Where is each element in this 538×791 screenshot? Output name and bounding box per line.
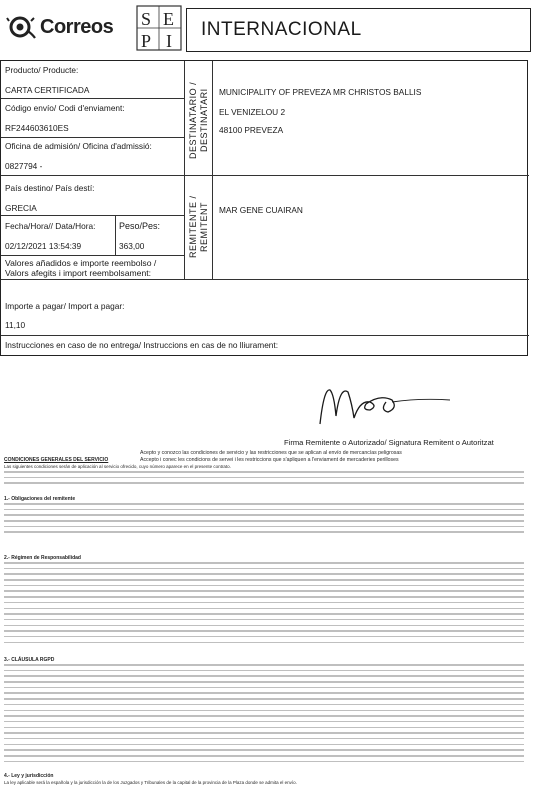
divider [1, 137, 184, 138]
column-divider [184, 61, 185, 279]
country-label: País destino/ País destí: [5, 183, 95, 193]
acceptance-line-ca: Accepto i conec les condicions de servei i les restriccions que s'apliquen a l'enviament de mercaderies perilloses [140, 457, 399, 463]
divider [1, 279, 529, 280]
sepi-letter-s: S [141, 9, 152, 29]
product-label: Producto/ Producte: [5, 65, 79, 75]
terms-text-block [4, 562, 524, 647]
added-values-label: Valores añadidos e importe reembolso / Valors afegits i import reembolsament: [5, 258, 157, 278]
signature-caption: Firma Remitente o Autorizado/ Signatura Remitent o Autoritzat [284, 438, 494, 447]
amount-value: 11,10 [5, 320, 26, 330]
shipment-form [0, 60, 528, 356]
handwritten-signature [300, 380, 500, 430]
terms-text-block [4, 503, 524, 537]
datetime-label: Fecha/Hora// Data/Hora: [5, 221, 96, 231]
posthorn-icon [6, 15, 36, 39]
terms-text-block [4, 664, 524, 766]
divider [1, 215, 184, 216]
jurisdiction-heading: 4.- Ley y jurisdicción [4, 773, 54, 779]
shipment-code-value: RF244603610ES [5, 123, 69, 133]
divider [115, 215, 116, 255]
brand-name: Correos [40, 15, 114, 38]
column-divider [212, 61, 213, 279]
recipient-line: EL VENIZELOU 2 [219, 107, 286, 117]
recipient-line: 48100 PREVEZA [219, 125, 284, 135]
terms-text-block [4, 471, 524, 488]
acceptance-line-es: Acepto y conozco las condiciones de servicio y las restricciones que se aplican al envío de mercancías peligrosas [140, 450, 402, 456]
terms-intro: Las siguientes condiciones serán de aplicación al servicio ofrecido, cuyo número aparece en el presente contrato. [4, 464, 231, 469]
country-value: GRECIA [5, 203, 37, 213]
sepi-letter-e: E [163, 9, 174, 29]
recipient-side-label: DESTINATARIO / DESTINATARI [188, 81, 209, 159]
jurisdiction-text: La ley aplicable será la española y la jurisdicción la de los Juzgados y Tribunales de la capital de la provincia de la Plaza donde se admita el envío. [4, 780, 297, 785]
divider [1, 255, 184, 256]
sender-side-label: REMITENTE / REMITENT [188, 195, 209, 259]
sepi-letter-p: P [141, 31, 152, 51]
instructions-label: Instrucciones en caso de no entrega/ Instruccions en cas de no lliurament: [5, 340, 279, 350]
sender-obligations-heading: 1.- Obligaciones del remitente [4, 496, 76, 502]
divider [1, 98, 184, 99]
page-header [0, 0, 538, 60]
amount-label: Importe a pagar/ Import a pagar: [5, 301, 125, 311]
datetime-value: 02/12/2021 13:54:39 [5, 241, 82, 251]
office-value: 0827794 - [5, 161, 43, 171]
weight-value: 363,00 [119, 241, 145, 251]
service-title: INTERNACIONAL [186, 8, 531, 52]
gdpr-heading: 3.- CLÁUSULA RGPD [4, 657, 55, 663]
divider [1, 175, 529, 176]
product-value: CARTA CERTIFICADA [5, 85, 90, 95]
sender-name: MAR GENE CUAIRAN [219, 205, 303, 215]
general-conditions-heading: CONDICIONES GENERALES DEL SERVICIO [4, 457, 109, 463]
correos-logo [6, 12, 113, 42]
office-label: Oficina de admisión/ Oficina d'admissió: [5, 141, 152, 151]
shipment-code-label: Código envío/ Codi d'enviament: [5, 103, 125, 113]
recipient-line: MUNICIPALITY OF PREVEZA MR CHRISTOS BALLIS [219, 87, 422, 97]
liability-heading: 2.- Régimen de Responsabilidad [4, 555, 81, 561]
divider [1, 335, 529, 336]
sepi-letter-i: I [166, 31, 172, 51]
weight-label: Peso/Pes: [119, 221, 161, 231]
sepi-logo [136, 5, 182, 51]
